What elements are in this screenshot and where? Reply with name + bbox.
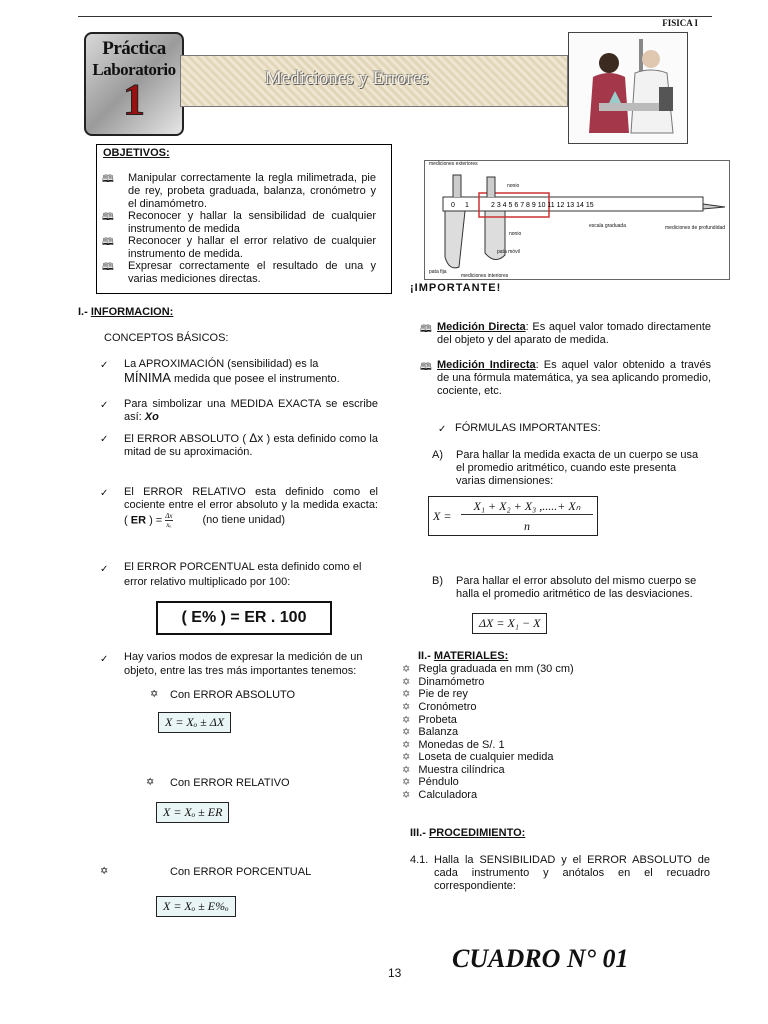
- formula-error-porcentual: X = Xₒ ± E%ₒ: [156, 896, 236, 917]
- section-prefix: I.-: [78, 306, 91, 318]
- title-banner: [180, 55, 568, 107]
- page-number: 13: [388, 966, 402, 980]
- important-title: ¡IMPORTANTE!: [410, 282, 502, 294]
- text: ) =: [146, 514, 166, 527]
- step-text: Halla la SENSIBILIDAD y el ERROR ABSOLUTO de cada instrumento y anótalos en el recuadro correspondiente:: [434, 854, 710, 892]
- objective-item: Reconocer y hallar el error relativo de cualquier instrumento de medida.: [128, 235, 376, 260]
- material-label: Pie de rey: [418, 688, 468, 700]
- material-item: [402, 663, 574, 675]
- material-item: [402, 751, 554, 763]
- caliper-label: mediciones exteriores: [429, 161, 478, 167]
- material-label: Regla graduada en mm (30 cm): [418, 663, 574, 675]
- badge-line2: Laboratorio: [92, 60, 176, 79]
- material-item: [402, 701, 476, 713]
- checkmark-icon: ✓: [100, 400, 109, 411]
- text: : Es aquel valor tomado directamente del objeto y del aparato de medida.: [437, 321, 711, 346]
- material-label: Dinamómetro: [418, 676, 485, 688]
- er-symbol: ER: [130, 514, 147, 527]
- text: El ERROR RELATIVO esta definido como el cociente entre el error absoluto y la medida exacta: (: [124, 486, 378, 527]
- section-prefix: II.-: [418, 650, 434, 662]
- book-icon: 🕮: [102, 262, 114, 273]
- material-label: Balanza: [418, 726, 459, 738]
- material-item: [402, 714, 457, 726]
- book-icon: 🕮: [420, 362, 432, 373]
- checkmark-icon: ✓: [100, 360, 109, 371]
- medicion-directa: [437, 321, 711, 347]
- course-label: FISICA I: [662, 18, 698, 28]
- mode-error-relativo: Con ERROR RELATIVO: [170, 777, 290, 789]
- material-label: Monedas de S/. 1: [418, 739, 505, 751]
- svg-text:1: 1: [465, 202, 469, 209]
- material-item: [402, 726, 458, 738]
- star-icon: ✡: [402, 702, 411, 713]
- section-title: INFORMACION:: [90, 306, 174, 318]
- objective-item: Reconocer y hallar la sensibilidad de cualquier instrumento de medida: [128, 210, 376, 235]
- practice-badge: [84, 32, 184, 136]
- caliper-label: mediciones de profundidad: [665, 225, 726, 231]
- objective-item: Manipular correctamente la regla milimetrada, pie de rey, probeta graduada, balanza, cronómetro y el dinamómetro.: [128, 172, 376, 210]
- item-a-label: A): [432, 449, 443, 461]
- objective-item: Expresar correctamente el resultado de una y varias mediciones directas.: [128, 260, 376, 285]
- formula-numerator: X₁ + X₂ + X₃ ,.....+ Xₙ: [461, 499, 593, 515]
- star-icon: ✡: [402, 664, 411, 675]
- svg-text:0: 0: [451, 202, 455, 209]
- banner-title: Mediciones y Errores: [265, 68, 429, 89]
- text: El ERROR ABSOLUTO (: [124, 433, 250, 445]
- checkmark-icon: ✓: [438, 424, 447, 435]
- term: Medición Indirecta: [437, 359, 536, 371]
- material-item: [402, 739, 505, 751]
- mode-error-porcentual: Con ERROR PORCENTUAL: [170, 866, 312, 878]
- text: medida que posee el instrumento.: [170, 373, 340, 385]
- star-icon: ✡: [402, 777, 411, 788]
- section-title: MATERIALES:: [433, 650, 509, 662]
- top-rule: [78, 16, 712, 17]
- caliper-label: nonio: [507, 183, 520, 189]
- formula-desviaciones: ΔX = X₁ − X: [472, 613, 547, 634]
- symbol-xo: Xo: [144, 411, 159, 423]
- star-icon: ✡: [402, 765, 411, 776]
- caliper-label: nonio: [509, 231, 522, 237]
- star-icon: ✡: [402, 689, 411, 700]
- checkmark-icon: ✓: [100, 564, 109, 575]
- fraction-denominator: xₒ: [166, 521, 172, 529]
- material-label: Muestra cilíndrica: [418, 764, 505, 776]
- material-item: [402, 776, 459, 788]
- section-title: PROCEDIMIENTO:: [428, 827, 526, 839]
- text: ) esta definido como la mitad de su aproximación.: [124, 433, 378, 458]
- material-label: Péndulo: [418, 776, 459, 788]
- lab-illustration-svg: [569, 33, 687, 143]
- caliper-label: pata fija: [429, 269, 447, 275]
- material-item: [402, 789, 477, 801]
- section-prefix: III.-: [410, 827, 429, 839]
- star-icon: ✡: [146, 777, 155, 788]
- concept-error-porcentual: El ERROR PORCENTUAL esta definido como el error relativo multiplicado por 100:: [124, 561, 362, 588]
- book-icon: 🕮: [102, 212, 114, 223]
- formula-error-relativo: X = Xₒ ± ER: [156, 802, 229, 823]
- caliper-label: pata móvil: [497, 249, 520, 255]
- mode-error-absoluto: Con ERROR ABSOLUTO: [170, 689, 296, 701]
- book-icon: 🕮: [420, 324, 432, 335]
- star-icon: ✡: [100, 866, 109, 877]
- badge-line1: Práctica: [102, 38, 166, 59]
- medicion-indirecta: [437, 359, 711, 398]
- caliper-label: escala graduada: [589, 223, 626, 229]
- star-icon: ✡: [402, 790, 411, 801]
- concept-medida-exacta: [124, 398, 378, 424]
- delta-symbol: Δx: [249, 431, 264, 445]
- objectives-title: OBJETIVOS:: [103, 147, 170, 159]
- star-icon: ✡: [402, 715, 411, 726]
- concept-error-relativo: [124, 486, 378, 529]
- item-b-text: Para hallar el error absoluto del mismo cuerpo se halla el promedio aritmético de las desviaciones.: [456, 575, 697, 600]
- text-emphasis: MÍNIMA: [124, 370, 171, 385]
- fraction-numerator: Δx: [165, 512, 173, 520]
- material-label: Calculadora: [418, 789, 478, 801]
- material-label: Loseta de cualquier medida: [418, 751, 554, 763]
- book-icon: 🕮: [102, 237, 114, 248]
- formulas-heading: FÓRMULAS IMPORTANTES:: [455, 422, 601, 434]
- section-procedimiento-title: [410, 827, 525, 839]
- material-label: Probeta: [418, 714, 457, 726]
- star-icon: ✡: [402, 677, 411, 688]
- caliper-svg: [425, 161, 729, 279]
- cuadro-heading: CUADRO N° 01: [452, 944, 629, 973]
- text: (no tiene unidad): [202, 514, 286, 527]
- checkmark-icon: ✓: [100, 434, 109, 445]
- material-item: [402, 676, 484, 688]
- star-icon: ✡: [402, 752, 411, 763]
- text: : Es aquel valor obtenido a través de una fórmula matemática, ya sea aplicando promedio, cociente, etc.: [437, 359, 712, 397]
- material-label: Cronómetro: [418, 701, 477, 713]
- formula-denominator: n: [524, 519, 530, 533]
- concept-error-absoluto: [124, 432, 378, 459]
- star-icon: ✡: [150, 689, 159, 700]
- formula-lhs: X =: [433, 509, 452, 523]
- term: Medición Directa: [437, 321, 526, 333]
- book-icon: 🕮: [102, 174, 114, 185]
- section-informacion-title: [78, 306, 173, 318]
- concept-modos: Hay varios modos de expresar la medición de un objeto, entre las tres más importantes tenemos:: [124, 651, 363, 677]
- badge-number: 1: [123, 75, 145, 124]
- conceptos-heading: CONCEPTOS BÁSICOS:: [104, 332, 229, 344]
- caliper-label: mediciones interiores: [461, 273, 509, 279]
- text: Para simbolizar una MEDIDA EXACTA se escribe así:: [124, 398, 378, 423]
- star-icon: ✡: [402, 727, 411, 738]
- checkmark-icon: ✓: [100, 654, 109, 665]
- percent-error-formula: ( E% ) = ER . 100: [156, 601, 332, 635]
- formula-promedio: [428, 496, 598, 536]
- star-icon: ✡: [402, 740, 411, 751]
- item-b-label: B): [432, 575, 443, 587]
- item-a-text: Para hallar la medida exacta de un cuerpo se usa el promedio aritmético, cuando este presenta varias dimensiones:: [456, 449, 699, 487]
- section-materiales-title: [418, 650, 508, 662]
- concept-aproximacion: [124, 358, 378, 386]
- vernier-caliper-diagram: [424, 160, 730, 280]
- formula-error-absoluto: X = Xₒ ± ΔX: [158, 712, 231, 733]
- svg-text:2 3 4 5 6 7 8 9 10 11: 2 3 4 5 6 7 8 9 10 11 12 13 14 15: [491, 202, 594, 209]
- checkmark-icon: ✓: [100, 488, 109, 499]
- step-number: 4.1.: [410, 854, 429, 866]
- lab-scientists-illustration: [568, 32, 688, 144]
- text: La APROXIMACIÓN (sensibilidad) es la: [124, 358, 319, 370]
- material-item: [402, 764, 505, 776]
- material-item: [402, 688, 468, 700]
